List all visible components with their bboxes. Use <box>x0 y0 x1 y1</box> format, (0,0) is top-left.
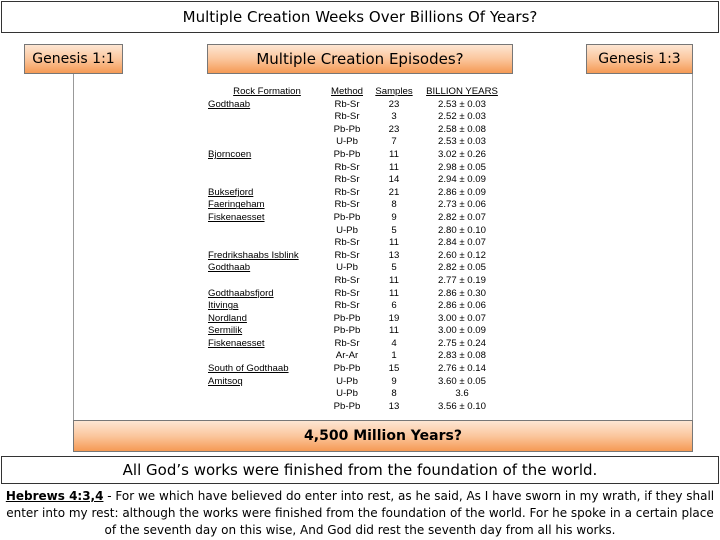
table-cell-years: 2.84 ± 0.07 <box>438 237 486 249</box>
table-cell-years: 2.77 ± 0.19 <box>438 274 486 286</box>
samples-column <box>368 86 420 413</box>
table-cell-methods: U-Pb <box>336 224 358 236</box>
table-cell-rock-formations: Fiskenaesset <box>208 211 265 223</box>
table-cell-methods: Rb-Sr <box>334 111 360 123</box>
table-cell-years: 2.82 ± 0.05 <box>438 262 486 274</box>
table-cell-rock-formations: Godthaab <box>208 262 251 274</box>
table-cell-rock-formations: Fredrikshaabs Isblink <box>208 249 299 261</box>
creation-episodes-label: Multiple Creation Episodes? <box>207 44 513 74</box>
table-cell-methods: Pb-Pb <box>333 211 361 223</box>
table-cell-samples: 23 <box>388 98 400 110</box>
table-cell-samples: 21 <box>388 186 400 198</box>
verse-text: - For we which have believed do enter into rest, as he said, As I have sworn in my wrath, if they shall enter into my rest: although the works were finished from the foundation of the world. For he spoke in a certain place of the seventh day on this wise, And God did rest the seventh day from all his works. <box>6 489 715 537</box>
table-cell-years: 2.82 ± 0.07 <box>438 211 486 223</box>
table-cell-methods: Rb-Sr <box>334 300 360 312</box>
table-cell-rock-formations: Godthaabsfjord <box>208 287 274 299</box>
table-cell-methods: U-Pb <box>336 136 358 148</box>
table-cell-rock-formations <box>208 350 326 363</box>
billion-years-header: BILLION YEARS <box>426 86 498 97</box>
table-cell-samples: 9 <box>391 211 397 223</box>
hebrews-verse <box>0 488 720 539</box>
table-cell-years: 2.86 ± 0.09 <box>438 186 486 198</box>
table-cell-years: 2.86 ± 0.06 <box>438 300 486 312</box>
verse-reference: Hebrews 4:3,4 <box>5 489 104 503</box>
table-cell-methods: Pb-Pb <box>333 325 361 337</box>
table-cell-methods: Rb-Sr <box>334 237 360 249</box>
table-cell-years: 2.53 ± 0.03 <box>438 136 486 148</box>
table-cell-rock-formations: Godthaab <box>208 98 251 110</box>
table-cell-years: 2.86 ± 0.30 <box>438 287 486 299</box>
table-cell-methods: U-Pb <box>336 262 358 274</box>
table-cell-samples: 1 <box>391 350 397 362</box>
table-cell-samples: 11 <box>389 237 399 249</box>
table-cell-methods: Pb-Pb <box>333 123 361 135</box>
left-connector-line <box>73 74 74 422</box>
table-cell-methods: Rb-Sr <box>334 249 360 261</box>
table-cell-years: 3.6 <box>455 388 469 400</box>
table-cell-samples: 9 <box>391 375 397 387</box>
samples-header: Samples <box>375 86 413 97</box>
table-cell-samples: 3 <box>391 111 397 123</box>
table-cell-years: 2.76 ± 0.14 <box>438 363 486 375</box>
table-cell-methods: Rb-Sr <box>334 98 360 110</box>
table-cell-rock-formations: Faeringeham <box>208 199 265 211</box>
table-cell-samples: 4 <box>391 337 397 349</box>
table-cell-samples: 19 <box>388 312 400 324</box>
table-cell-rock-formations: Sermilik <box>208 325 243 337</box>
table-cell-rock-formations <box>208 162 326 175</box>
method-column <box>328 86 366 413</box>
table-cell-rock-formations <box>208 225 326 238</box>
table-cell-years: 3.60 ± 0.05 <box>438 375 486 387</box>
table-cell-years: 2.53 ± 0.03 <box>438 98 486 110</box>
table-cell-samples: 11 <box>389 274 399 286</box>
table-cell-samples: 6 <box>391 300 397 312</box>
table-cell-rock-formations: Nordland <box>208 312 247 324</box>
billion-years-column <box>420 86 504 413</box>
table-cell-methods: Pb-Pb <box>333 363 361 375</box>
table-cell-samples: 8 <box>391 388 397 400</box>
table-cell-samples: 11 <box>389 161 399 173</box>
table-cell-years: 3.00 ± 0.07 <box>438 312 486 324</box>
table-cell-years: 2.58 ± 0.08 <box>438 123 486 135</box>
table-cell-rock-formations: Buksefjord <box>208 186 254 198</box>
table-cell-methods: Pb-Pb <box>333 400 361 412</box>
table-cell-methods: U-Pb <box>336 388 358 400</box>
table-cell-rock-formations: Bjorncoen <box>208 148 252 160</box>
table-cell-years: 2.94 ± 0.09 <box>438 174 486 186</box>
table-cell-rock-formations <box>208 124 326 137</box>
table-cell-years: 2.80 ± 0.10 <box>438 224 486 236</box>
table-cell-rock-formations <box>208 388 326 401</box>
table-cell-samples: 14 <box>388 174 400 186</box>
table-cell-samples: 11 <box>389 325 399 337</box>
table-cell-methods: Rb-Sr <box>334 186 360 198</box>
table-cell-samples: 5 <box>391 224 397 236</box>
slide-title: Multiple Creation Weeks Over Billions Of Years? <box>1 1 719 33</box>
table-cell-methods: Ar-Ar <box>335 350 359 362</box>
table-cell-rock-formations <box>208 401 326 414</box>
table-cell-years: 2.75 ± 0.24 <box>438 337 486 349</box>
right-connector-line <box>692 74 693 422</box>
table-cell-methods: Rb-Sr <box>334 337 360 349</box>
table-cell-years: 2.52 ± 0.03 <box>438 111 486 123</box>
rock-formation-header: Rock Formation <box>233 86 301 97</box>
table-cell-samples: 23 <box>388 123 400 135</box>
genesis-1-3-label: Genesis 1:3 <box>586 44 693 74</box>
table-cell-rock-formations <box>208 111 326 124</box>
age-of-earth-label: 4,500 Million Years? <box>73 420 693 452</box>
table-cell-rock-formations: Amitsoq <box>208 375 243 387</box>
table-cell-methods: Pb-Pb <box>333 148 361 160</box>
table-cell-rock-formations: South of Godthaab <box>208 363 289 375</box>
table-cell-years: 3.02 ± 0.26 <box>438 148 486 160</box>
table-cell-years: 2.98 ± 0.05 <box>438 161 486 173</box>
table-cell-methods: Rb-Sr <box>334 161 360 173</box>
table-cell-samples: 11 <box>389 287 399 299</box>
table-cell-years: 2.73 ± 0.06 <box>438 199 486 211</box>
table-cell-samples: 15 <box>388 363 400 375</box>
table-cell-years: 2.83 ± 0.08 <box>438 350 486 362</box>
table-cell-samples: 13 <box>388 249 400 261</box>
table-cell-rock-formations: Itivinga <box>208 300 239 312</box>
table-cell-samples: 13 <box>388 400 400 412</box>
table-cell-years: 3.00 ± 0.09 <box>438 325 486 337</box>
table-cell-rock-formations <box>208 136 326 149</box>
table-cell-rock-formations <box>208 237 326 250</box>
method-header: Method <box>331 86 363 97</box>
table-cell-methods: U-Pb <box>336 375 358 387</box>
table-cell-methods: Rb-Sr <box>334 174 360 186</box>
table-cell-samples: 5 <box>391 262 397 274</box>
table-cell-methods: Rb-Sr <box>334 274 360 286</box>
rock-formation-column <box>208 86 326 413</box>
table-cell-samples: 8 <box>391 199 397 211</box>
table-cell-samples: 11 <box>389 148 399 160</box>
table-cell-years: 3.56 ± 0.10 <box>438 400 486 412</box>
table-cell-rock-formations: Fiskenaesset <box>208 337 265 349</box>
table-cell-methods: Rb-Sr <box>334 287 360 299</box>
works-finished-caption: All God’s works were finished from the foundation of the world. <box>1 456 719 484</box>
table-cell-methods: Pb-Pb <box>333 312 361 324</box>
table-cell-samples: 7 <box>391 136 397 148</box>
genesis-1-1-label: Genesis 1:1 <box>24 44 123 74</box>
table-cell-rock-formations <box>208 275 326 288</box>
table-cell-years: 2.60 ± 0.12 <box>438 249 486 261</box>
table-cell-rock-formations <box>208 174 326 187</box>
table-cell-methods: Rb-Sr <box>334 199 360 211</box>
